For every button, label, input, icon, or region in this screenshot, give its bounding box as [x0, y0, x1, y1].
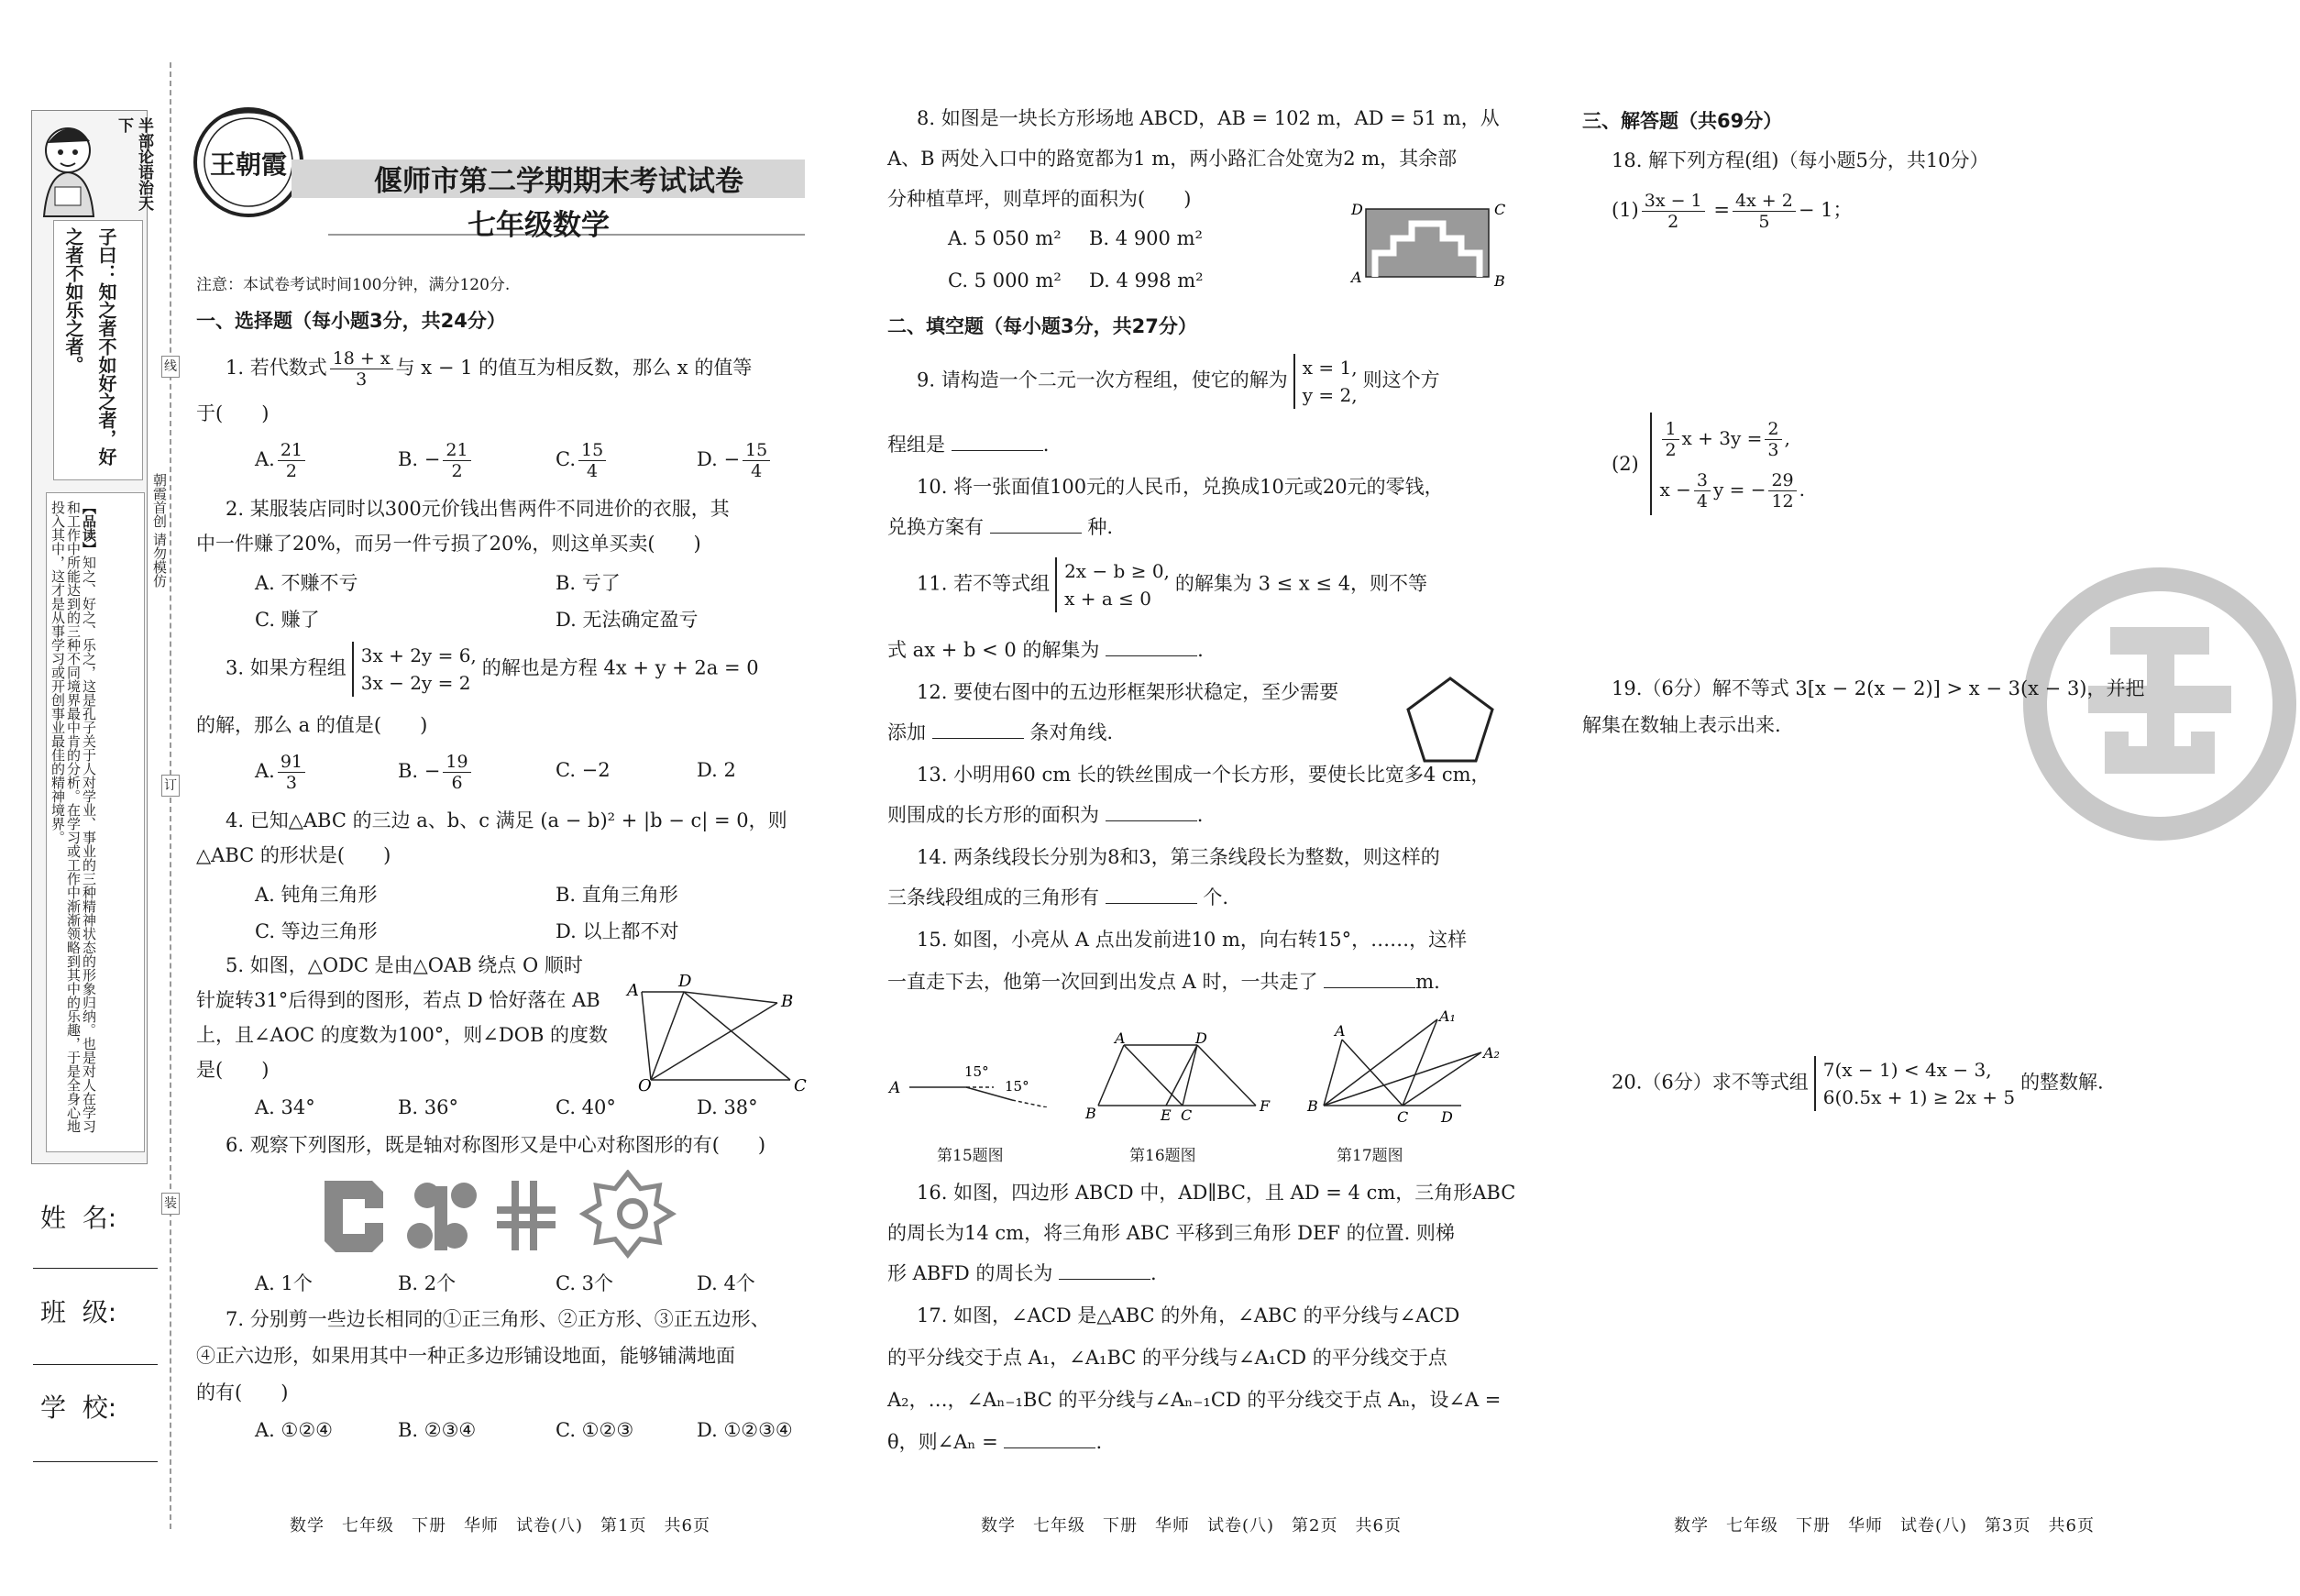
footer-page-3: 数学 七年级 下册 华师 试卷(八) 第3页 共6页	[1674, 1516, 2095, 1535]
class-label: 班 级:	[40, 1297, 117, 1327]
q5-option-a[interactable]: A. 34°	[255, 1096, 315, 1118]
q17-label-c: C	[1397, 1108, 1409, 1126]
q15-caption: 第15题图	[937, 1147, 1004, 1165]
q15-figure	[884, 1052, 1058, 1107]
q17-line3: A₂，…，∠Aₙ₋₁BC 的平分线与∠Aₙ₋₁CD 的平分线交于点 Aₙ，设∠A =	[887, 1389, 1502, 1411]
q8-option-d[interactable]: D. 4 998 m²	[1089, 270, 1204, 292]
section-solve: 三、解答题（共69分）	[1582, 110, 1783, 132]
q6-option-c[interactable]: C. 3个	[556, 1272, 614, 1294]
q15-answer-blank[interactable]	[1324, 971, 1415, 988]
q2-option-b[interactable]: B. 亏了	[556, 572, 621, 594]
secret-stamp-icon	[2022, 567, 2297, 842]
q8-label-d: D	[1351, 201, 1363, 218]
q15-label-a: A	[889, 1079, 901, 1097]
section-fill: 二、填空题（每小题3分，共27分）	[887, 315, 1197, 337]
q17-label-d: D	[1441, 1108, 1453, 1126]
q5-label-d: D	[678, 974, 692, 991]
q20: 20.（6分）求不等式组7(x − 1) < 4x − 3, 6(0.5x + 1) ≥ 2x + 5的整数解.	[1612, 1056, 2104, 1111]
exam-notice: 注意：本试卷考试时间100分钟，满分120分.	[196, 276, 511, 294]
q10-line2: 兑换方案有 种.	[887, 516, 1114, 538]
q12-line1: 12. 要使右图中的五边形框架形状稳定，至少需要	[917, 681, 1339, 703]
sidebar-reading	[50, 501, 96, 1142]
q18-part1: (1) $\frac{3x - 1}{2}$ = $\frac{4x + 2}{5}$ − 1；	[1612, 191, 1853, 232]
q10-line1: 10. 将一张面值100元的人民币，兑换成10元或20元的零钱，	[917, 476, 1444, 498]
sidebar-quote: 子曰：知之者不如好之者，好之者不如乐之者。	[62, 227, 117, 466]
q13-answer-blank[interactable]	[1106, 804, 1197, 821]
q7-option-c[interactable]: C. ①②③	[556, 1419, 634, 1441]
q1-option-d[interactable]: D. − $\frac{15}{4}$	[697, 440, 773, 481]
q3-line2: 的解，那么 a 的值是( )	[196, 714, 428, 736]
q18-part2: (2) $\frac{1}{2}$ x + 3y = $\frac{2}{3}$ , x − $\frac{3}{4}$ y = − $\frac{29}{12}$ .	[1612, 413, 1810, 515]
q17-answer-blank[interactable]	[1004, 1431, 1095, 1448]
q1: 1. 若代数式 $\frac{18 + x}{3}$ 与 x − 1 的值互为相反数，那么 x 的值等	[226, 348, 753, 390]
q19-line1: 19.（6分）解不等式 3[x − 2(x − 2)] > x − 3(x − 3)，并把	[1612, 677, 2145, 699]
q2-line1: 2. 某服装店同时以300元价钱出售两件不同进价的衣服，其	[226, 498, 730, 520]
q5-option-c[interactable]: C. 40°	[556, 1096, 616, 1118]
exam-title: 偃师市第二学期期末考试试卷	[374, 165, 743, 198]
q16-line1: 16. 如图，四边形 ABCD 中，AD∥BC，且 AD = 4 cm，三角形ABC	[917, 1182, 1516, 1204]
q8-label-c: C	[1494, 201, 1506, 218]
q7-option-a[interactable]: A. ①②④	[255, 1419, 333, 1441]
q6-shapes	[317, 1170, 684, 1261]
name-label: 姓 名:	[40, 1203, 117, 1233]
q11: 11. 若不等式组2x − b ≥ 0, x + a ≤ 0的解集为 3 ≤ x ≤ 4，则不等	[917, 557, 1427, 612]
q8-line2: A、B 两处入口中的路宽都为1 m，两小路汇合处宽为2 m，其余部	[887, 148, 1458, 170]
q18-line1: 18. 解下列方程(组)（每小题5分，共10分）	[1612, 149, 1989, 171]
q7-line2: ④正六边形，如果用其中一种正多边形铺设地面，能够铺满地面	[196, 1345, 735, 1367]
q17-caption: 第17题图	[1337, 1147, 1403, 1165]
q16-label-c: C	[1181, 1106, 1193, 1120]
q17-line2: 的平分线交于点 A₁，∠A₁BC 的平分线与∠A₁CD 的平分线交于点	[887, 1347, 1447, 1369]
q5-label-a: A	[627, 981, 639, 1000]
q9-line2: 程组是 .	[887, 434, 1050, 456]
q6-option-b[interactable]: B. 2个	[398, 1272, 457, 1294]
q16-label-a: A	[1115, 1032, 1126, 1047]
q8-line3: 分种植草坪，则草坪的面积为( )	[887, 188, 1192, 210]
q5-option-d[interactable]: D. 38°	[697, 1096, 758, 1118]
q17-label-a2: A₂	[1483, 1044, 1500, 1062]
q3: 3. 如果方程组3x + 2y = 6, 3x − 2y = 2的解也是方程 4x + y + 2a = 0	[226, 642, 759, 697]
q4-line2: △ABC 的形状是( )	[196, 844, 391, 866]
q8-line1: 8. 如图是一块长方形场地 ABCD，AB = 102 m，AD = 51 m，从	[917, 107, 1500, 129]
q2-option-a[interactable]: A. 不赚不亏	[255, 572, 358, 594]
q17-label-b: B	[1307, 1097, 1318, 1115]
q8-label-a: A	[1351, 269, 1362, 286]
q16-line2: 的周长为14 cm，将三角形 ABC 平移到三角形 DEF 的位置. 则梯	[887, 1222, 1455, 1244]
q15-line2: 一直走下去，他第一次回到出发点 A 时，一共走了 m.	[887, 971, 1440, 993]
q17-figure	[1302, 1008, 1513, 1128]
q3-option-d[interactable]: D. 2	[697, 759, 736, 781]
q6-option-d[interactable]: D. 4个	[697, 1272, 755, 1294]
brand-name: 王朝霞	[209, 149, 287, 180]
q7-line3: 的有( )	[196, 1381, 289, 1403]
q8-option-a[interactable]: A. 5 050 m²	[948, 227, 1062, 249]
q5-label-c: C	[794, 1076, 807, 1093]
q8-figure	[1349, 196, 1511, 288]
sidebar-motto: 朝霞首创 请勿模仿	[151, 473, 168, 588]
q5-figure	[623, 974, 807, 1093]
reading-label: 【品读】	[81, 501, 97, 556]
q2-line2: 中一件赚了20%，而另一件亏损了20%，则这单买卖( )	[196, 533, 701, 555]
binding-seal-1: 线	[161, 356, 180, 378]
q2-option-c[interactable]: C. 赚了	[255, 609, 320, 631]
q1-option-b[interactable]: B. − $\frac{21}{2}$	[398, 440, 474, 481]
q5-line2: 针旋转31°后得到的图形，若点 D 恰好落在 AB	[196, 989, 600, 1011]
q16-label-e: E	[1161, 1106, 1172, 1120]
q6-line1: 6. 观察下列图形，既是轴对称图形又是中心对称图形的有( )	[226, 1134, 766, 1156]
q15-line1: 15. 如图，小亮从 A 点出发前进10 m，向右转15°，……，这样	[917, 929, 1468, 951]
q11-line2: 式 ax + b < 0 的解集为 .	[887, 639, 1204, 661]
q4-option-d[interactable]: D. 以上都不对	[556, 920, 679, 942]
q2-option-d[interactable]: D. 无法确定盈亏	[556, 609, 699, 631]
q12-pentagon	[1403, 675, 1498, 766]
q19-line2: 解集在数轴上表示出来.	[1582, 714, 1781, 736]
q3-option-c[interactable]: C. −2	[556, 759, 611, 781]
q8-label-b: B	[1494, 272, 1505, 288]
q5-label-o: O	[638, 1076, 652, 1093]
class-field[interactable]	[33, 1364, 158, 1365]
footer-page-2: 数学 七年级 下册 华师 试卷(八) 第2页 共6页	[981, 1516, 1402, 1535]
q5-line3: 上，且∠AOC 的度数为100°，则∠DOB 的度数	[196, 1024, 609, 1046]
q14-line1: 14. 两条线段长分别为8和3，第三条线段长为整数，则这样的	[917, 846, 1440, 868]
q7-line1: 7. 分别剪一些边长相同的①正三角形、②正方形、③正五边形、	[226, 1308, 770, 1330]
name-field[interactable]	[33, 1268, 158, 1269]
q11-answer-blank[interactable]	[1106, 639, 1197, 656]
q4-option-c[interactable]: C. 等边三角形	[255, 920, 378, 942]
q12-line2: 添加 条对角线.	[887, 721, 1114, 743]
q13-line1: 13. 小明用60 cm 长的铁丝围成一个长方形，要使长比宽多4 cm，	[917, 764, 1491, 786]
q9-answer-blank[interactable]	[952, 434, 1043, 451]
q14-line2: 三条线段组成的三角形有 个.	[887, 886, 1229, 908]
q17-line4: θ，则∠Aₙ = .	[887, 1431, 1103, 1453]
q5-label-b: B	[781, 992, 794, 1011]
q16-figure	[1082, 1032, 1274, 1120]
q7-option-b[interactable]: B. ②③④	[398, 1419, 477, 1441]
q17-label-a: A	[1335, 1022, 1346, 1040]
sidebar-top-tag: 半部论语治天下	[115, 117, 153, 211]
binding-seal-3: 装	[161, 1193, 180, 1215]
scholar-mascot-icon	[35, 116, 106, 218]
q17-label-a1: A₁	[1439, 1008, 1456, 1025]
q15-label-angle2: 15°	[1005, 1078, 1029, 1095]
school-label: 学 校:	[40, 1392, 117, 1423]
q8-option-b[interactable]: B. 4 900 m²	[1089, 227, 1203, 249]
q3-option-b[interactable]: B. − $\frac{19}{6}$	[398, 752, 474, 793]
footer-page-1: 数学 七年级 下册 华师 试卷(八) 第1页 共6页	[290, 1516, 710, 1535]
q1-line2: 于( )	[196, 402, 270, 424]
binding-seal-2: 订	[161, 775, 180, 797]
school-field[interactable]	[33, 1461, 158, 1462]
q13-line2: 则围成的长方形的面积为 .	[887, 804, 1204, 826]
q1-option-c[interactable]: C. $\frac{15}{4}$	[556, 440, 609, 481]
q16-line3: 形 ABFD 的周长为 .	[887, 1262, 1157, 1284]
q5-line4: 是( )	[196, 1059, 270, 1081]
q1-option-a[interactable]: A. $\frac{21}{2}$	[255, 440, 308, 481]
q16-label-b: B	[1085, 1105, 1096, 1120]
q3-option-a[interactable]: A. $\frac{91}{3}$	[255, 752, 308, 793]
q5-option-b[interactable]: B. 36°	[398, 1096, 459, 1118]
q8-option-c[interactable]: C. 5 000 m²	[948, 270, 1062, 292]
q16-caption: 第16题图	[1129, 1147, 1196, 1165]
q6-option-a[interactable]: A. 1个	[255, 1272, 313, 1294]
q9: 9. 请构造一个二元一次方程组，使它的解为x = 1, y = 2,则这个方	[917, 354, 1440, 409]
q16-answer-blank[interactable]	[1059, 1262, 1150, 1280]
q16-label-f: F	[1260, 1097, 1271, 1115]
q4-option-a[interactable]: A. 钝角三角形	[255, 884, 378, 906]
q14-answer-blank[interactable]	[1106, 886, 1197, 904]
q4-line1: 4. 已知△ABC 的三边 a、b、c 满足 (a − b)² + |b − c| = 0，则	[226, 809, 787, 831]
q4-option-b[interactable]: B. 直角三角形	[556, 884, 678, 906]
q10-answer-blank[interactable]	[990, 516, 1082, 534]
section-choice: 一、选择题（每小题3分，共24分）	[196, 310, 506, 332]
q12-answer-blank[interactable]	[932, 721, 1024, 739]
q16-label-d: D	[1195, 1032, 1207, 1047]
q5-line1: 5. 如图，△ODC 是由△OAB 绕点 O 顺时	[226, 954, 583, 976]
exam-subtitle: 七年级数学	[468, 209, 610, 242]
q17-line1: 17. 如图，∠ACD 是△ABC 的外角，∠ABC 的平分线与∠ACD	[917, 1304, 1460, 1326]
reading-text: 知之、好之、乐之，这是孔子关于人对学业、事业的三种精神状态的形象归纳。也是对人在学习和工作中所能达到的三种不同境界最中肯的分析。在学习或工作中渐渐领略到其中的乐趣，于是全身心地投入其中，这才是从事学习或开创事业最佳的精神境界。	[50, 501, 97, 1133]
q15-label-angle1: 15°	[964, 1063, 989, 1080]
q7-option-d[interactable]: D. ①②③④	[697, 1419, 793, 1441]
